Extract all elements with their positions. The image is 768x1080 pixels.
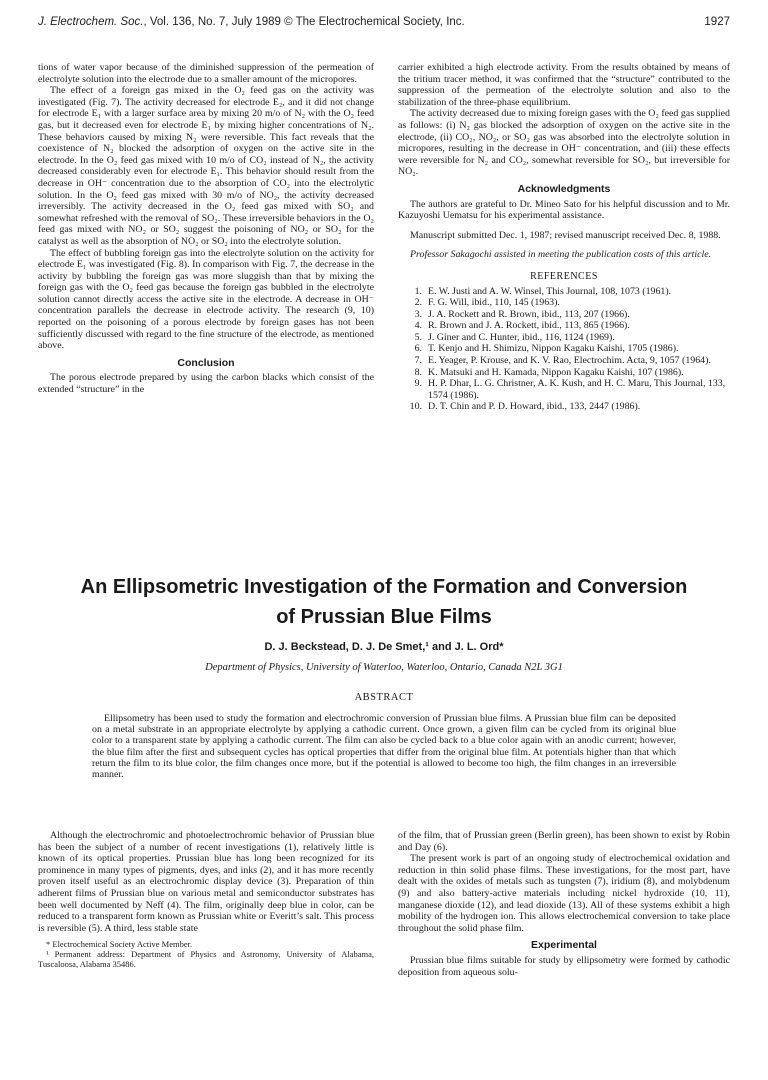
reference-text: K. Matsuki and H. Kamada, Nippon Kagaku Kaishi, 107 (1986).	[428, 366, 684, 378]
references-heading: REFERENCES	[530, 270, 598, 282]
reference-number: 8.	[414, 366, 422, 378]
paragraph: tions of water vapor because of the diminished suppression of the permeation of electrolyte solution into the electrode due to a smaller amount of the micropores.	[38, 62, 374, 85]
abstract-heading: ABSTRACT	[354, 692, 414, 703]
paragraph: of the film, that of Prussian green (Berlin green), has been shown to exist by Robin and Day (6).	[398, 830, 730, 853]
reference-number: 6.	[414, 343, 422, 355]
acknowledgments-heading: Acknowledgments	[517, 182, 611, 195]
author-affiliation: Department of Physics, University of Waterloo, Waterloo, Ontario, Canada N2L 3G1	[205, 662, 563, 673]
abstract-text: Ellipsometry has been used to study the formation and electrochromic conversion of Prussian blue films. A Prussian blue film can be deposited on a metal substrate in an appropriate electrolyte by applying a cathodic current. Once grown, a given film can be cycled from its original blue color to a transparent state by applying a cathodic current. The film can also be cycled back to a blue color again with an anodic current; however, the blue film after the first and subsequent cycles has optical properties that differ from the original blue film. At potentials higher than that which return the film to its blue color, the film changes once more, but if the potential is allowed to become too high, the film changes in an irreversible manner.	[92, 713, 676, 781]
paragraph: The effect of bubbling foreign gas into the electrolyte solution on the activity for electrode E₁ was investigated (Fig. 8). In comparison with Fig. 7, the decrease in the activity by bubbling the foreign gas was more sluggish than that by mixing the foreign gas with the O₂ feed gas because the foreign gas bubbled in the electrolyte solution cannot directly access the active site in the electrode. A decrease in OH⁻ concentration parallels the decrease in electrode activity. The research (9, 10) reported on the poisoning of a porous electrode by foreign gases has not been sufficiently discussed with regard to the fine structure of the electrode, as mentioned above.	[38, 247, 374, 352]
previous-article-left-column	[38, 62, 374, 396]
footnote: ¹ Permanent address: Department of Physics and Astronomy, University of Alabama, Tuscaloosa, Alabama 35486.	[38, 949, 374, 969]
previous-article-right-column	[398, 62, 730, 413]
title-line-2: of Prussian Blue Films	[276, 606, 492, 628]
paragraph: Prussian blue films suitable for study by ellipsometry were formed by cathodic deposition from aqueous solu-	[398, 954, 730, 978]
manuscript-dates: Manuscript submitted Dec. 1, 1987; revised manuscript received Dec. 8, 1988.	[410, 229, 721, 241]
page-header	[38, 16, 730, 34]
reference-number: 10.	[409, 401, 422, 413]
reference-item	[398, 286, 730, 298]
reference-text: H. P. Dhar, L. G. Christner, A. K. Kush, and H. C. Maru, This Journal, 133, 1574 (1986).	[428, 378, 726, 401]
references-list	[398, 286, 730, 414]
reference-item	[398, 297, 730, 309]
reference-number: 2.	[414, 297, 422, 309]
footnote: * Electrochemical Society Active Member.	[46, 939, 193, 950]
paragraph: carrier exhibited a high electrode activity. From the results obtained by means of the tritium tracer method, it was confirmed that the “structure” contributed to the suppression of the permeation of the electrolyte solution and also to the stabilization of the three-phase equilibrium.	[398, 62, 730, 108]
journal-citation	[38, 16, 465, 28]
journal-name: J. Electrochem. Soc.	[38, 16, 144, 28]
reference-number: 9.	[414, 378, 422, 390]
reference-item	[398, 332, 730, 344]
article-title	[40, 572, 728, 632]
paragraph: The activity decreased due to mixing foreign gases with the O₂ feed gas supplied as follows: (i) N₂ gas blocked the adsorption of oxygen on the active site in the electrode, (ii) CO₂, NO₂, or SO₂ gas was absorbed into the electrolyte solution in micropores, resulting in the decrease in OH⁻ concentration, and (iii) these effects were reversible for N₂ and CO₂, somewhat reversible for SO₂, but irreversible for NO₂.	[398, 108, 730, 178]
reference-number: 4.	[414, 320, 422, 332]
article-authors: D. J. Beckstead, D. J. De Smet,¹ and J. L. Ord*	[264, 641, 504, 653]
experimental-heading: Experimental	[531, 939, 597, 952]
body-left-column	[38, 830, 374, 970]
reference-text: R. Brown and J. A. Rockett, ibid., 113, 865 (1966).	[428, 320, 630, 332]
reference-number: 1.	[414, 285, 422, 297]
paragraph: The present work is part of an ongoing study of electrochemical oxidation and reduction in thin solid phase films. These investigations, for the most part, have dealt with the oxides of metals such as tungsten (7), iridium (8), and molybdenum (9) and also battery-active materials including nickel hydroxide (10, 11), manganese dioxide (12), and lead dioxide (13). All of these systems exhibit a high mobility of the hydrogen ion. This allows electrochemical conversion to take place throughout the solid phase film.	[398, 853, 730, 934]
body-right-column	[398, 830, 730, 978]
reference-item	[398, 378, 730, 401]
reference-text: T. Kenjo and H. Shimizu, Nippon Kagaku Kaishi, 1705 (1986).	[428, 343, 679, 355]
reference-item	[398, 343, 730, 355]
reference-number: 7.	[414, 355, 422, 367]
reference-number: 3.	[414, 308, 422, 320]
title-line-1: An Ellipsometric Investigation of the Formation and Conversion	[80, 576, 688, 598]
reference-text: E. Yeager, P. Krouse, and K. V. Rao, Electrochim. Acta, 9, 1057 (1964).	[428, 355, 711, 367]
reference-text: E. W. Justi and A. W. Winsel, This Journal, 108, 1073 (1961).	[428, 285, 672, 297]
reference-item	[398, 401, 730, 413]
reference-text: D. T. Chin and P. D. Howard, ibid., 133, 2447 (1986).	[428, 401, 641, 413]
reference-text: F. G. Will, ibid., 110, 145 (1963).	[428, 297, 560, 309]
page-number: 1927	[704, 16, 730, 28]
paragraph: Although the electrochromic and photoelectrochromic behavior of Prussian blue has been the subject of a number of recent investigations (1), relatively little is known of its optical properties. Prussian blue has long been recognized for its prominence in many types of pigments, dyes, and inks (2), and it has more recently proven itself useful as an electrochromic display device (3). Preparation of thin adherent films of Prussian blue on various metal and semiconductor substrates has been well documented by Neff (4). The film, originally deep blue in color, can be reduced to a transparent form known as Prussian white or Everitt’s salt. This process is reversible (5). A third, less stable state	[38, 830, 374, 934]
reference-text: J. A. Rockett and R. Brown, ibid., 113, 207 (1966).	[428, 308, 630, 320]
paragraph: The effect of a foreign gas mixed in the O₂ feed gas on the activity was investigated (Fig. 7). The activity decreased for electrode E₂, and it did not change for electrode E₁ with a larger surface area by mixing 20 m/o of N₂ with the O₂ feed gas, but it decreased even for electrode E₁ by mixing higher concentrations of N₂. These behaviors caused by mixing N₂ were reversible. This fact reveals that the coexistence of N₂ blocked the adsorption of oxygen on the active site in the electrode. In the O₂ feed gas mixed with 10 m/o of CO₂ instead of N₂, the activity decreased considerably even for electrode E₁. This behavior should result from the decrease in OH⁻ concentration due to the absorption of CO₂ into the electrolytic solution. In the O₂ feed gas mixed with 30 m/o of NO₂, the activity decreased irreversibly. The activity decreased in the O₂ feed gas mixed with SO₂ and somewhat refreshed with the removal of SO₂. These irreversible behaviors in the O₂ feed gas mixed with NO₂ or SO₂ suggest the poisoning of NO₂ or SO₂ for the catalyst as well as the absorption of NO₂ or SO₂ into the electrolyte solution.	[38, 85, 374, 247]
reference-item	[398, 367, 730, 379]
journal-details: , Vol. 136, No. 7, July 1989 © The Electrochemical Society, Inc.	[143, 16, 465, 28]
reference-text: J. Giner and C. Hunter, ibid., 116, 1124 (1969).	[428, 331, 615, 343]
reference-item	[398, 355, 730, 367]
footnotes	[38, 940, 374, 969]
acknowledgments-text: The authors are grateful to Dr. Mineo Sato for his helpful discussion and to Mr. Kazuyoshi Uematsu for his experimental assistance.	[398, 198, 730, 222]
reference-item	[398, 320, 730, 332]
conclusion-heading: Conclusion	[177, 356, 235, 369]
reference-number: 5.	[414, 331, 422, 343]
publication-costs-note: Professor Sakagochi assisted in meeting the publication costs of this article.	[410, 249, 712, 261]
reference-item	[398, 309, 730, 321]
paragraph: The porous electrode prepared by using the carbon blacks which consist of the extended “structure” in the	[38, 372, 374, 396]
